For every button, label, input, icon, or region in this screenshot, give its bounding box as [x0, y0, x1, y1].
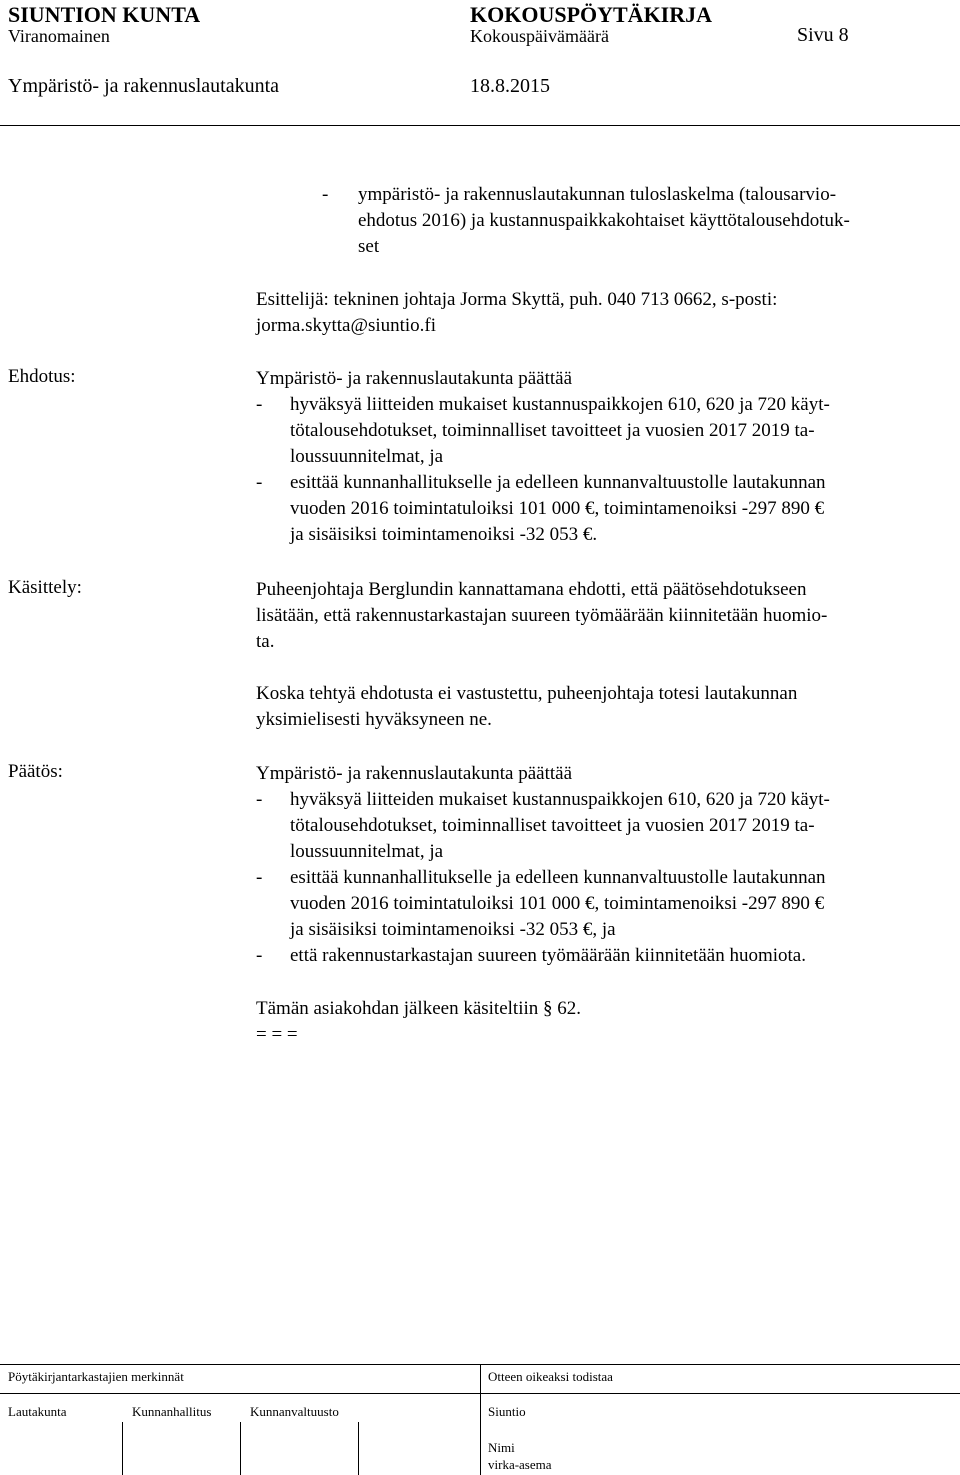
- decision-item1-line-1: hyväksyä liitteiden mukaiset kustannuspaikkojen 610, 620 ja 720 käyt-: [290, 789, 830, 810]
- footer-name: Nimi: [488, 1440, 515, 1455]
- handling-para1-line-1: Puheenjohtaja Berglundin kannattamana ehdotti, että päätösehdotukseen: [256, 579, 807, 600]
- footer-divider-2: [240, 1422, 241, 1475]
- decision-item2-line-1: esittää kunnanhallitukselle ja edelleen kunnanvaltuustolle lautakunnan: [290, 867, 826, 888]
- org-name: SIUNTION KUNTA: [8, 2, 201, 27]
- authority-name: Ympäristö- ja rakennuslautakunta: [8, 75, 280, 97]
- authority-label: Viranomainen: [8, 26, 110, 46]
- proposal-lead: Ympäristö- ja rakennuslautakunta päättää: [256, 368, 573, 389]
- page-number: Sivu 8: [797, 24, 849, 46]
- footer-place: Siuntio: [488, 1404, 526, 1419]
- doc-type: KOKOUSPÖYTÄKIRJA: [470, 2, 713, 27]
- footer-checkers: Pöytäkirjantarkastajien merkinnät: [8, 1369, 184, 1384]
- handling-para1-line-2: lisätään, että rakennustarkastajan suureen työmäärään kiinnitetään huomio-: [256, 605, 828, 626]
- decision-item1-line-2: tötalousehdotukset, toiminnalliset tavoitteet ja vuosien 2017 2019 ta-: [290, 815, 815, 836]
- header-rule: [0, 125, 960, 126]
- footer-certified: Otteen oikeaksi todistaa: [488, 1369, 613, 1384]
- decision-item3: että rakennustarkastajan suureen työmäärään kiinnitetään huomiota.: [290, 945, 806, 966]
- footer-divider-1: [122, 1422, 123, 1475]
- footer-divider-center: [480, 1364, 481, 1475]
- proposal-dash-1: -: [256, 394, 263, 415]
- proposal-dash-2: -: [256, 472, 263, 493]
- intro-item-line-2: ehdotus 2016) ja kustannuspaikkakohtaiset käyttötalousehdotuk-: [358, 210, 850, 231]
- footer-col-council: Kunnanvaltuusto: [250, 1404, 339, 1419]
- handling-label: Käsittely:: [8, 577, 82, 598]
- decision-label: Päätös:: [8, 761, 63, 782]
- footer-col-municipal-board: Kunnanhallitus: [132, 1404, 212, 1419]
- proposal-label: Ehdotus:: [8, 366, 76, 387]
- intro-item-line-1: ympäristö- ja rakennuslautakunnan tuloslaskelma (talousarvio-: [358, 184, 837, 205]
- handling-para1-line-3: ta.: [256, 631, 275, 652]
- closing-note: Tämän asiakohdan jälkeen käsiteltiin § 62.: [256, 998, 582, 1019]
- decision-lead: Ympäristö- ja rakennuslautakunta päättää: [256, 763, 573, 784]
- presenter-line-2: jorma.skytta@siuntio.fi: [256, 315, 437, 336]
- meeting-date: 18.8.2015: [470, 75, 550, 97]
- proposal-item1-line-3: loussuunnitelmat, ja: [290, 446, 444, 467]
- proposal-item2-line-1: esittää kunnanhallitukselle ja edelleen kunnanvaltuustolle lautakunnan: [290, 472, 826, 493]
- intro-dash: -: [322, 184, 329, 205]
- proposal-item1-line-1: hyväksyä liitteiden mukaiset kustannuspaikkojen 610, 620 ja 720 käyt-: [290, 394, 830, 415]
- handling-para2-line-1: Koska tehtyä ehdotusta ei vastustettu, puheenjohtaja totesi lautakunnan: [256, 683, 798, 704]
- footer-title: virka-asema: [488, 1457, 552, 1472]
- decision-dash-1: -: [256, 789, 263, 810]
- proposal-item1-line-2: tötalousehdotukset, toiminnalliset tavoitteet ja vuosien 2017 2019 ta-: [290, 420, 815, 441]
- date-label: Kokouspäivämäärä: [470, 26, 609, 46]
- footer-divider-3: [358, 1422, 359, 1475]
- decision-item1-line-3: loussuunnitelmat, ja: [290, 841, 444, 862]
- presenter-line-1: Esittelijä: tekninen johtaja Jorma Skyttä, puh. 040 713 0662, s-posti:: [256, 289, 778, 310]
- intro-item-line-3: set: [358, 236, 380, 257]
- proposal-item2-line-3: ja sisäisiksi toimintamenoiksi -32 053 €.: [290, 524, 598, 545]
- decision-dash-3: -: [256, 945, 263, 966]
- decision-item2-line-2: vuoden 2016 toimintatuloiksi 101 000 €, toimintamenoiksi -297 890 €: [290, 893, 825, 914]
- proposal-item2-line-2: vuoden 2016 toimintatuloiksi 101 000 €, toimintamenoiksi -297 890 €: [290, 498, 825, 519]
- decision-item2-line-3: ja sisäisiksi toimintamenoiksi -32 053 €, ja: [290, 919, 616, 940]
- end-mark: = = =: [256, 1024, 298, 1045]
- footer-col-board: Lautakunta: [8, 1404, 67, 1419]
- handling-para2-line-2: yksimielisesti hyväksyneen ne.: [256, 709, 492, 730]
- decision-dash-2: -: [256, 867, 263, 888]
